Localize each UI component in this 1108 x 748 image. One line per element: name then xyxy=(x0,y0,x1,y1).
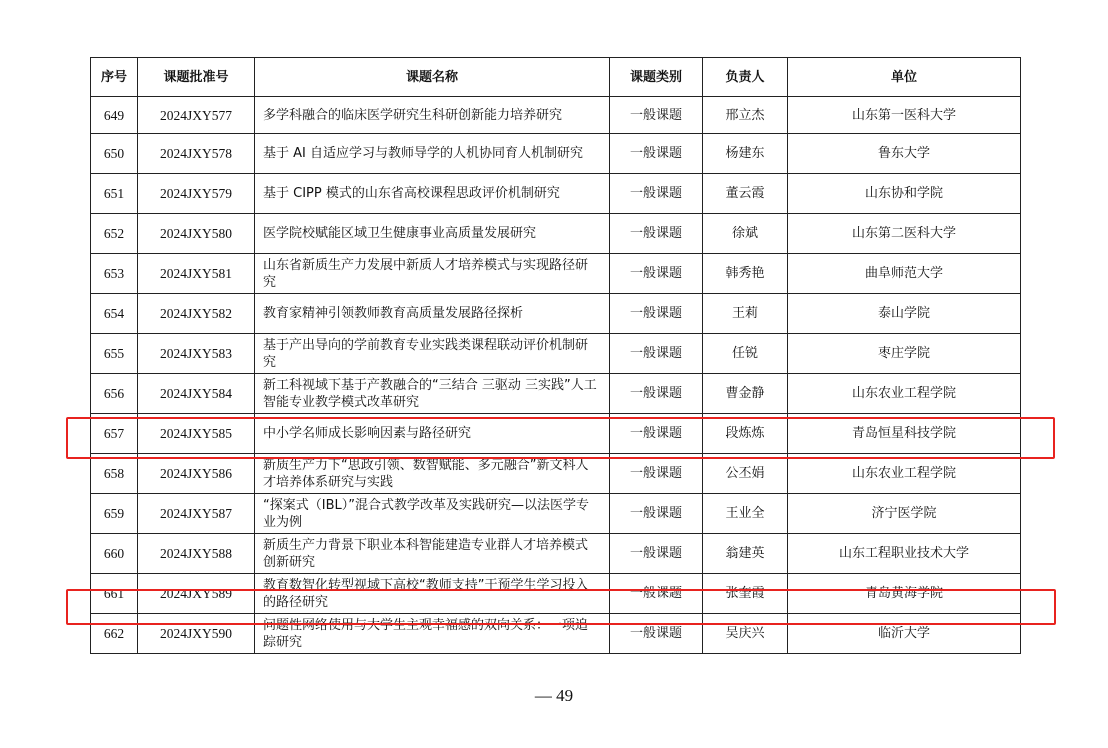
cell-approval-no: 2024JXY585 xyxy=(138,414,255,454)
cell-leader: 韩秀艳 xyxy=(703,254,788,294)
cell-category: 一般课题 xyxy=(610,254,703,294)
cell-approval-no: 2024JXY578 xyxy=(138,134,255,174)
cell-unit: 山东工程职业技术大学 xyxy=(788,534,1021,574)
cell-unit: 青岛恒星科技学院 xyxy=(788,414,1021,454)
cell-leader: 杨建东 xyxy=(703,134,788,174)
cell-approval-no: 2024JXY588 xyxy=(138,534,255,574)
cell-seq: 654 xyxy=(91,294,138,334)
header-project-name: 课题名称 xyxy=(255,58,610,97)
cell-unit: 泰山学院 xyxy=(788,294,1021,334)
cell-unit: 山东第二医科大学 xyxy=(788,214,1021,254)
cell-leader: 董云霞 xyxy=(703,174,788,214)
table-header xyxy=(91,58,1021,97)
cell-approval-no: 2024JXY580 xyxy=(138,214,255,254)
table-row xyxy=(91,134,1021,174)
cell-approval-no: 2024JXY587 xyxy=(138,494,255,534)
cell-project-name: 教育数智化转型视域下高校“教师支持”干预学生学习投入的路径研究 xyxy=(255,574,610,614)
cell-unit: 山东农业工程学院 xyxy=(788,454,1021,494)
cell-leader: 张奎霞 xyxy=(703,574,788,614)
cell-seq: 656 xyxy=(91,374,138,414)
table-row xyxy=(91,574,1021,614)
header-seq: 序号 xyxy=(91,58,138,97)
cell-category: 一般课题 xyxy=(610,574,703,614)
cell-seq: 651 xyxy=(91,174,138,214)
cell-category: 一般课题 xyxy=(610,454,703,494)
cell-category: 一般课题 xyxy=(610,97,703,134)
cell-leader: 曹金静 xyxy=(703,374,788,414)
cell-unit: 鲁东大学 xyxy=(788,134,1021,174)
cell-project-name: 基于产出导向的学前教育专业实践类课程联动评价机制研究 xyxy=(255,334,610,374)
table-row xyxy=(91,534,1021,574)
cell-unit: 济宁医学院 xyxy=(788,494,1021,534)
cell-seq: 660 xyxy=(91,534,138,574)
cell-project-name: 多学科融合的临床医学研究生科研创新能力培养研究 xyxy=(255,97,610,134)
cell-category: 一般课题 xyxy=(610,174,703,214)
cell-leader: 徐斌 xyxy=(703,214,788,254)
cell-seq: 657 xyxy=(91,414,138,454)
cell-category: 一般课题 xyxy=(610,214,703,254)
cell-leader: 段炼炼 xyxy=(703,414,788,454)
cell-leader: 王莉 xyxy=(703,294,788,334)
cell-seq: 659 xyxy=(91,494,138,534)
cell-approval-no: 2024JXY586 xyxy=(138,454,255,494)
cell-project-name: 医学院校赋能区域卫生健康事业高质量发展研究 xyxy=(255,214,610,254)
cell-approval-no: 2024JXY583 xyxy=(138,334,255,374)
cell-approval-no: 2024JXY590 xyxy=(138,614,255,654)
cell-unit: 青岛黄海学院 xyxy=(788,574,1021,614)
cell-project-name: 中小学名师成长影响因素与路径研究 xyxy=(255,414,610,454)
cell-seq: 650 xyxy=(91,134,138,174)
header-unit: 单位 xyxy=(788,58,1021,97)
cell-seq: 661 xyxy=(91,574,138,614)
table-row xyxy=(91,254,1021,294)
cell-category: 一般课题 xyxy=(610,414,703,454)
cell-category: 一般课题 xyxy=(610,494,703,534)
table-row xyxy=(91,494,1021,534)
table-row xyxy=(91,334,1021,374)
cell-unit: 山东协和学院 xyxy=(788,174,1021,214)
cell-seq: 658 xyxy=(91,454,138,494)
cell-leader: 王业全 xyxy=(703,494,788,534)
table-row xyxy=(91,294,1021,334)
cell-project-name: 新质生产力下“思政引领、数智赋能、多元融合”新文科人才培养体系研究与实践 xyxy=(255,454,610,494)
cell-category: 一般课题 xyxy=(610,614,703,654)
cell-project-name: 教育家精神引领教师教育高质量发展路径探析 xyxy=(255,294,610,334)
cell-seq: 653 xyxy=(91,254,138,294)
cell-category: 一般课题 xyxy=(610,294,703,334)
cell-approval-no: 2024JXY589 xyxy=(138,574,255,614)
cell-leader: 任锐 xyxy=(703,334,788,374)
cell-approval-no: 2024JXY582 xyxy=(138,294,255,334)
cell-seq: 649 xyxy=(91,97,138,134)
cell-category: 一般课题 xyxy=(610,534,703,574)
table-row xyxy=(91,414,1021,454)
table-row xyxy=(91,174,1021,214)
cell-leader: 邢立杰 xyxy=(703,97,788,134)
cell-approval-no: 2024JXY577 xyxy=(138,97,255,134)
project-table xyxy=(90,57,1021,654)
cell-unit: 山东农业工程学院 xyxy=(788,374,1021,414)
cell-category: 一般课题 xyxy=(610,134,703,174)
table-row xyxy=(91,374,1021,414)
cell-unit: 曲阜师范大学 xyxy=(788,254,1021,294)
cell-project-name: 新质生产力背景下职业本科智能建造专业群人才培养模式创新研究 xyxy=(255,534,610,574)
table-row xyxy=(91,214,1021,254)
cell-project-name: 问题性网络使用与大学生主观幸福感的双向关系：一项追踪研究 xyxy=(255,614,610,654)
header-category: 课题类别 xyxy=(610,58,703,97)
table-body xyxy=(91,97,1021,654)
cell-seq: 655 xyxy=(91,334,138,374)
cell-category: 一般课题 xyxy=(610,334,703,374)
cell-project-name: 基于 AI 自适应学习与教师导学的人机协同育人机制研究 xyxy=(255,134,610,174)
table-row xyxy=(91,97,1021,134)
cell-project-name: 基于 CIPP 模式的山东省高校课程思政评价机制研究 xyxy=(255,174,610,214)
header-leader: 负责人 xyxy=(703,58,788,97)
cell-project-name: 新工科视域下基于产教融合的“三结合 三驱动 三实践”人工智能专业教学模式改革研究 xyxy=(255,374,610,414)
table-row xyxy=(91,614,1021,654)
cell-category: 一般课题 xyxy=(610,374,703,414)
cell-unit: 临沂大学 xyxy=(788,614,1021,654)
cell-approval-no: 2024JXY581 xyxy=(138,254,255,294)
cell-project-name: 山东省新质生产力发展中新质人才培养模式与实现路径研究 xyxy=(255,254,610,294)
cell-leader: 公丕娟 xyxy=(703,454,788,494)
cell-seq: 662 xyxy=(91,614,138,654)
cell-seq: 652 xyxy=(91,214,138,254)
cell-approval-no: 2024JXY579 xyxy=(138,174,255,214)
cell-approval-no: 2024JXY584 xyxy=(138,374,255,414)
header-approval-no: 课题批准号 xyxy=(138,58,255,97)
table-row xyxy=(91,454,1021,494)
cell-leader: 吴庆兴 xyxy=(703,614,788,654)
page-number: — 49 xyxy=(534,686,574,705)
cell-unit: 枣庄学院 xyxy=(788,334,1021,374)
header-row xyxy=(91,58,1021,97)
cell-unit: 山东第一医科大学 xyxy=(788,97,1021,134)
cell-project-name: “探案式（IBL）”混合式教学改革及实践研究—以法医学专业为例 xyxy=(255,494,610,534)
cell-leader: 翁建英 xyxy=(703,534,788,574)
